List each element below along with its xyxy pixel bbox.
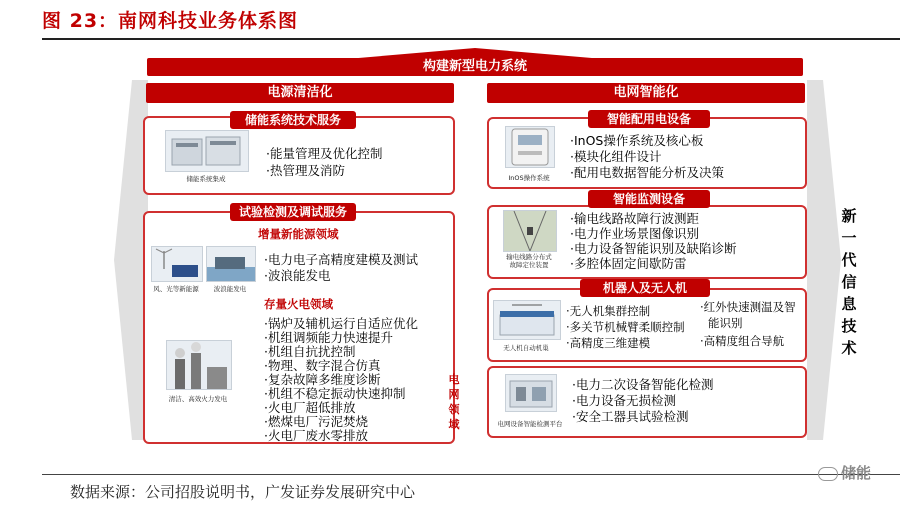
thermal-item: ·机组调频能力快速提升 [264, 330, 393, 345]
storage-title: 储能系统技术服务 [230, 111, 356, 129]
side-label-char: 术 [841, 339, 857, 357]
thermal-plant-image [166, 340, 232, 390]
storage-image-caption: 储能系统集成 [186, 175, 226, 183]
line-fault-device-image [503, 210, 557, 252]
robots-item: 能识别 [708, 316, 743, 330]
equipment-item: ·模块化组件设计 [570, 149, 662, 164]
robots-item: ·高精度组合导航 [700, 334, 785, 348]
monitoring-item: ·电力设备智能识别及缺陷诊断 [570, 241, 737, 256]
line-fault-caption-line: 故障定位装置 [509, 261, 549, 269]
side-label-char: 息 [841, 295, 857, 313]
grid-label-char: 网 [448, 388, 460, 401]
thermal-item: ·物理、数字混合仿真 [264, 358, 381, 373]
line-fault-caption-line: 输电线路分布式 [506, 253, 552, 261]
robots-item: ·无人机集群控制 [566, 304, 651, 318]
bottom-divider [42, 474, 900, 475]
grid-testing-item: ·电力设备无损检测 [572, 393, 676, 408]
thermal-item: ·机组自抗扰控制 [264, 344, 356, 359]
grid-label-char: 域 [448, 418, 460, 431]
side-label-char: 新 [841, 207, 857, 225]
equipment-title: 智能配用电设备 [588, 110, 710, 128]
thermal-item: ·锅炉及辅机运行自适应优化 [264, 316, 418, 331]
watermark-text: 储能 [841, 464, 872, 482]
thermal-item: ·火电厂废水零排放 [264, 428, 368, 443]
grid-label-char: 领 [448, 403, 460, 416]
storage-container-image [165, 130, 249, 172]
wechat-icon [818, 467, 838, 481]
header-bar: 构建新型电力系统 [147, 58, 803, 76]
side-label-char: 信 [841, 273, 857, 291]
top-divider [42, 38, 900, 40]
monitoring-item: ·多腔体固定间歇防雷 [570, 256, 687, 271]
storage-item: ·热管理及消防 [266, 163, 345, 178]
grid-testing-caption: 电网设备智能检测平台 [497, 420, 563, 428]
testing-title: 试验检测及调试服务 [230, 203, 356, 221]
thermal-item: ·复杂故障多维度诊断 [264, 372, 381, 387]
wave-caption: 波浪能发电 [213, 285, 247, 293]
monitoring-item: ·输电线路故障行波测距 [570, 211, 699, 226]
thermal-subtitle: 存量火电领域 [264, 297, 333, 311]
robots-item: ·多关节机械臂柔顺控制 [566, 320, 685, 334]
source-note: 数据来源：公司招股说明书，广发证券发展研究中心 [70, 483, 416, 501]
new-energy-item: ·波浪能发电 [264, 268, 331, 283]
drone-nest-caption: 无人机自动机巢 [503, 344, 549, 352]
left-column-title: 电源清洁化 [146, 83, 454, 103]
line-fault-caption [498, 253, 560, 269]
wind-solar-caption: 风、光等新能源 [153, 285, 199, 293]
thermal-item: ·火电厂超低排放 [264, 400, 356, 415]
drone-nest-image [493, 300, 561, 340]
right-column-title: 电网智能化 [487, 83, 805, 103]
wind-solar-image [151, 246, 203, 282]
side-label-new-gen-it [837, 205, 861, 359]
grid-label-char: 电 [448, 373, 460, 386]
wave-energy-image [206, 246, 256, 282]
new-energy-subtitle: 增量新能源领域 [258, 227, 339, 241]
robots-item: ·红外快速测温及智 [700, 300, 796, 314]
thermal-caption: 清洁、高效火力发电 [168, 395, 228, 403]
inos-device-image [505, 126, 555, 168]
side-label-char: 一 [841, 229, 857, 247]
robots-title: 机器人及无人机 [580, 279, 710, 297]
monitoring-item: ·电力作业场景图像识别 [570, 226, 699, 241]
grid-testing-item: ·安全工器具试验检测 [572, 409, 689, 424]
new-energy-item: ·电力电子高精度建模及测试 [264, 252, 418, 267]
side-label-char: 技 [841, 317, 857, 335]
grid-testing-item: ·电力二次设备智能化检测 [572, 377, 714, 392]
thermal-item: ·机组不稳定振动快速抑制 [264, 386, 406, 401]
grid-field-label [446, 372, 462, 432]
monitoring-title: 智能监测设备 [588, 190, 710, 208]
figure-title: 图 23：南网科技业务体系图 [42, 10, 299, 32]
thermal-item: ·燃煤电厂污泥焚烧 [264, 414, 368, 429]
side-label-char: 代 [841, 251, 857, 269]
grid-testing-platform-image [505, 374, 557, 412]
equipment-item: ·InOS操作系统及核心板 [570, 133, 704, 148]
watermark [818, 462, 871, 483]
inos-caption: InOS操作系统 [508, 174, 550, 182]
storage-item: ·能量管理及优化控制 [266, 146, 383, 161]
equipment-item: ·配用电数据智能分析及决策 [570, 165, 724, 180]
robots-item: ·高精度三维建模 [566, 336, 651, 350]
